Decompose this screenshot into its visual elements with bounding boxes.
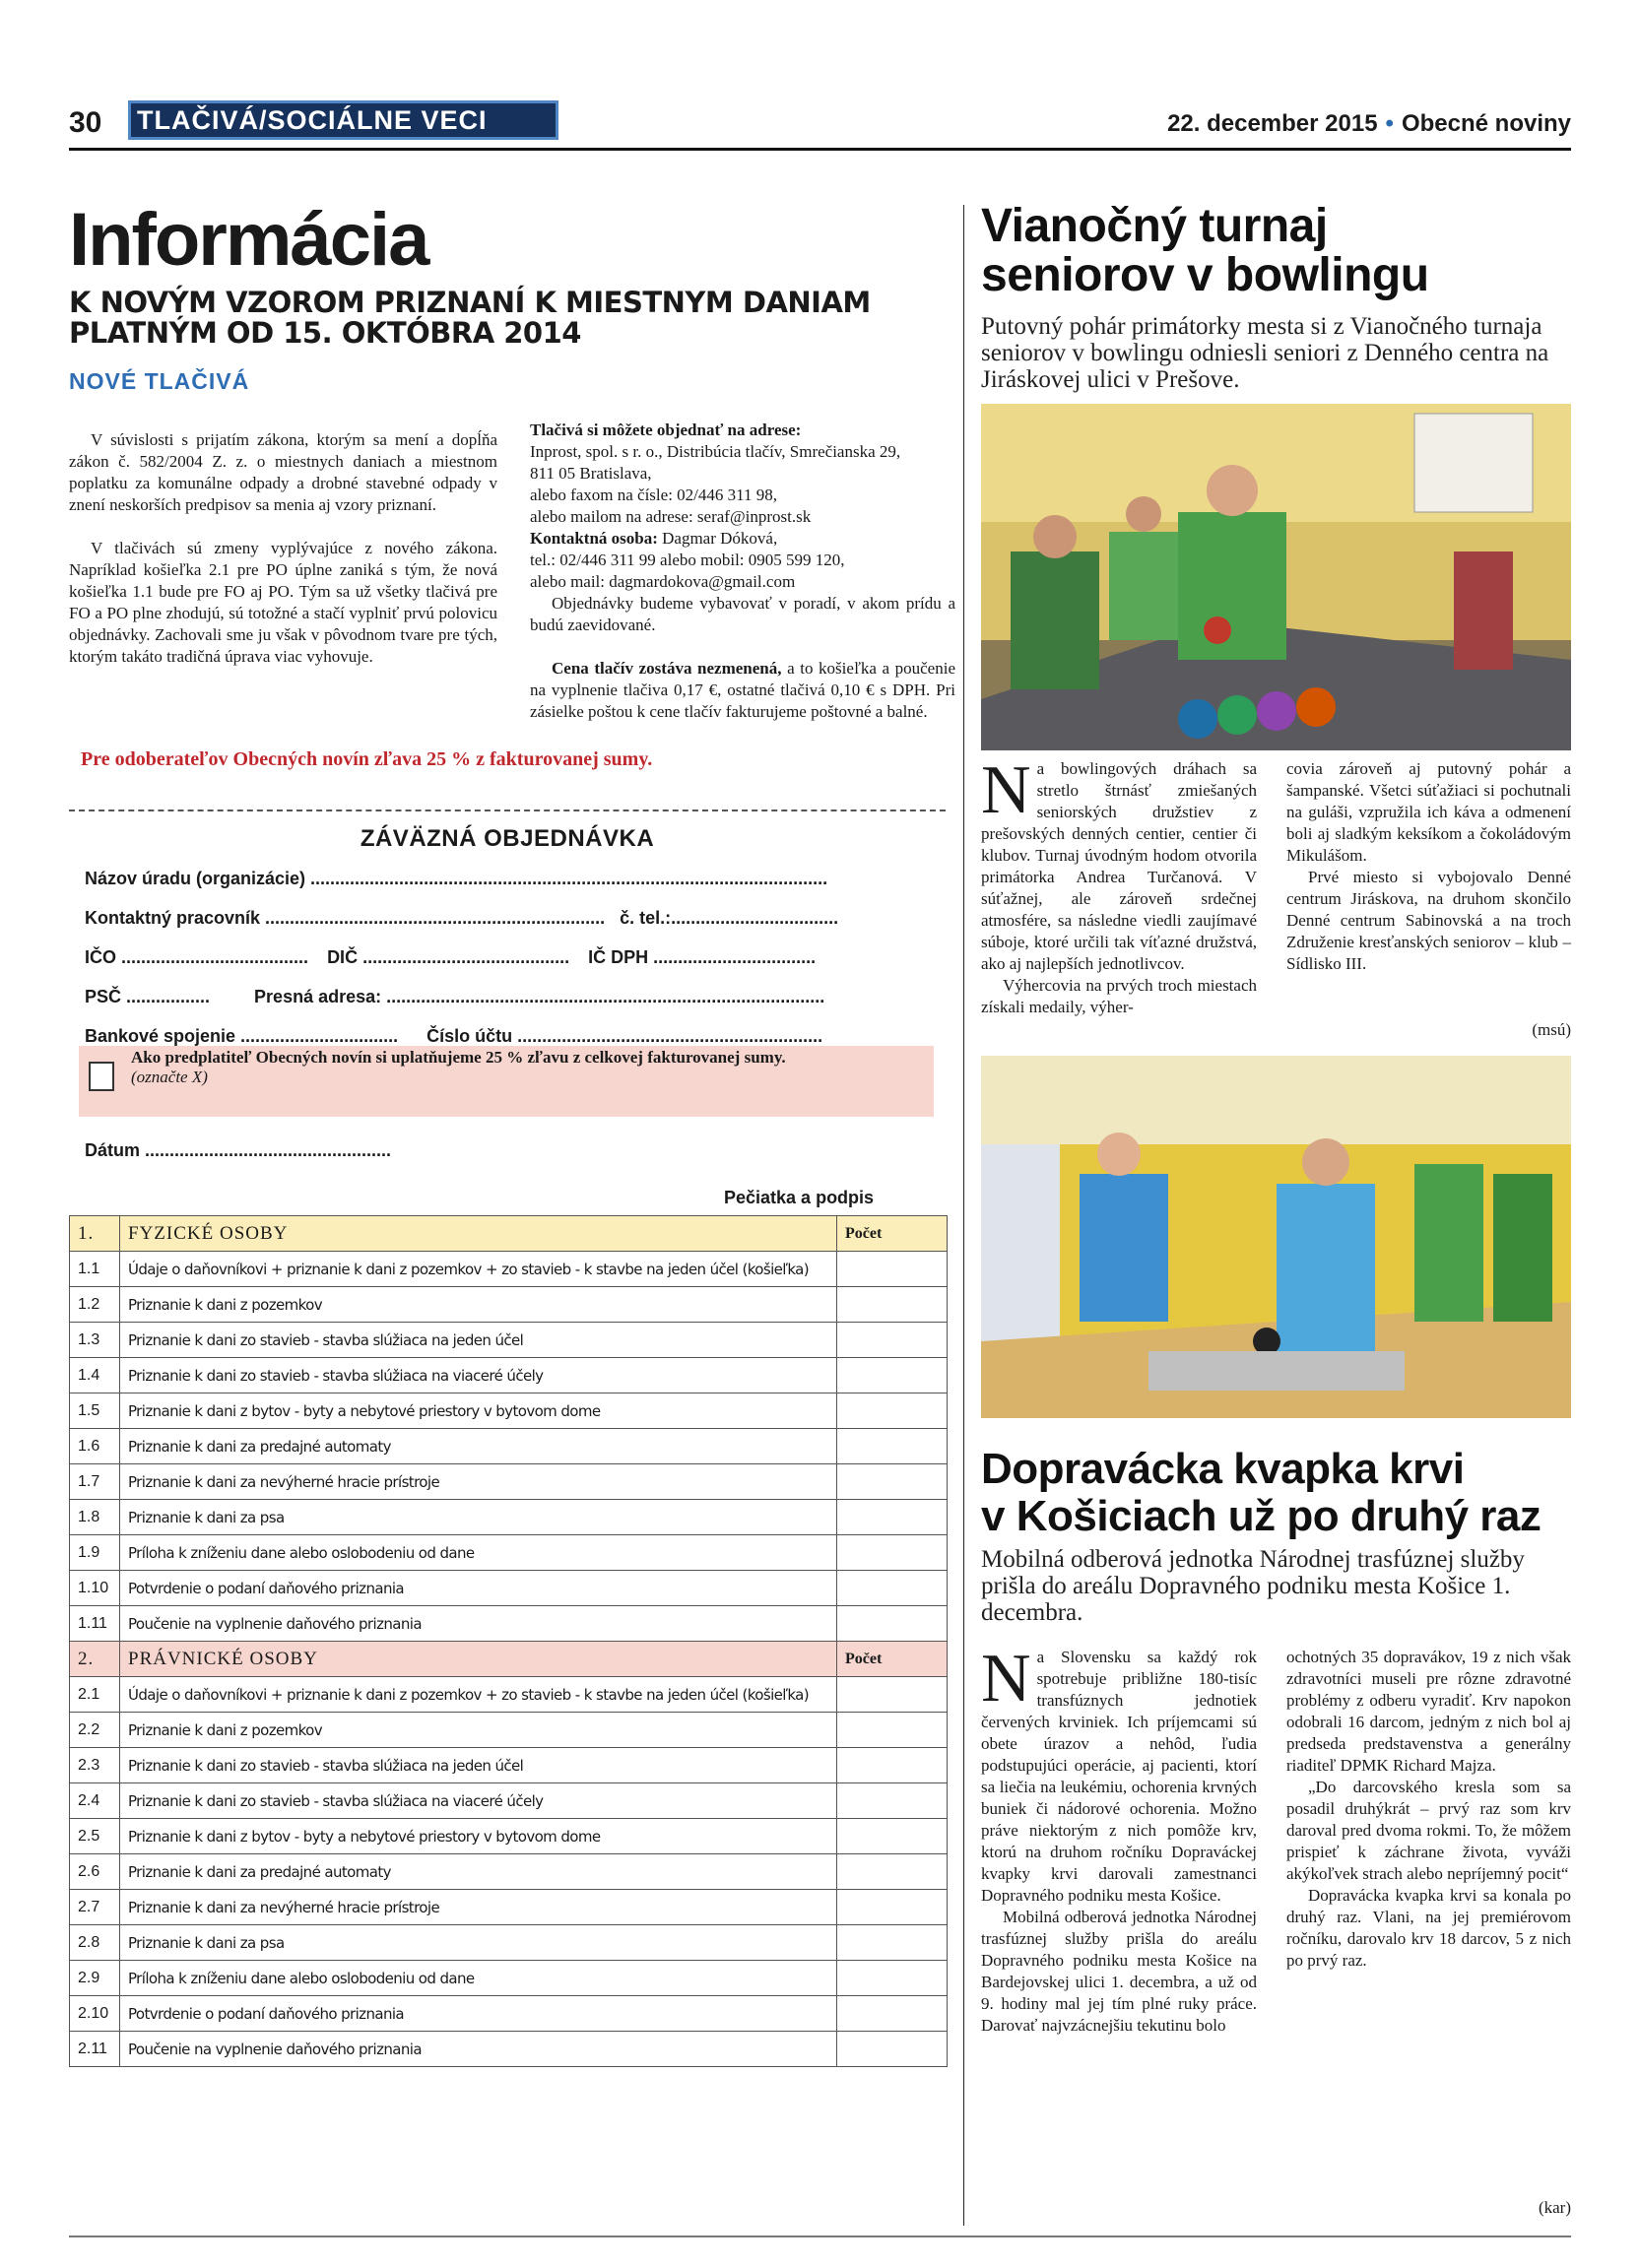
- row-description: Príloha k zníženiu dane alebo oslobodeniu od dane: [120, 1535, 837, 1571]
- issue-info: [1167, 110, 1571, 138]
- title-line: Vianočný turnaj: [981, 200, 1328, 252]
- table-section-header: [70, 1642, 948, 1677]
- row-number: 2.3: [70, 1748, 120, 1783]
- row-number: 2.10: [70, 1996, 120, 2032]
- price-bold: Cena tlačív zostáva nezmenená,: [552, 659, 782, 678]
- row-description: Údaje o daňovníkovi + priznanie k dani z pozemkov + zo stavieb - k stavbe na jeden účel (košieľka): [120, 1252, 837, 1287]
- separator-dot: •: [1385, 110, 1394, 137]
- row-number: 2.5: [70, 1819, 120, 1854]
- form-field-bank[interactable]: Bankové spojenie ................................: [85, 1026, 399, 1046]
- page-number: 30: [69, 106, 102, 139]
- row-number: 1.5: [70, 1393, 120, 1429]
- count-input[interactable]: [837, 1677, 948, 1713]
- order-note: Objednávky budeme vybavovať v poradí, v akom prídu a budú zaevidované.: [530, 594, 955, 634]
- table-row: [70, 1925, 948, 1961]
- row-number: 1.11: [70, 1606, 120, 1642]
- contact-person: [530, 528, 955, 550]
- form-row-address: [85, 987, 824, 1007]
- row-number: 1.4: [70, 1358, 120, 1393]
- row-description: Priznanie k dani z bytov - byty a nebytové priestory v bytovom dome: [120, 1393, 837, 1429]
- form-field-phone[interactable]: č. tel.:..................................: [620, 908, 839, 928]
- order-address-line: alebo mailom na adrese: seraf@inprost.sk: [530, 507, 812, 526]
- row-number: 1.2: [70, 1287, 120, 1323]
- table-row: [70, 1464, 948, 1500]
- row-number: 2.11: [70, 2032, 120, 2067]
- cut-line: [69, 810, 946, 811]
- author-signature: (kar): [1538, 2198, 1571, 2217]
- table-row: [70, 1783, 948, 1819]
- paragraph: V súvislosti s prijatím zákona, ktorým sa mení a dopĺňa zákon č. 582/2004 Z. z. o miestnych daniach a miestnom poplatku za komunálne odpady a drobné stavebné odpady v znení neskorších predpisov sa menia aj vzory priznaní.: [69, 430, 497, 514]
- count-input[interactable]: [837, 1996, 948, 2032]
- author-signature: (msú): [1532, 1020, 1571, 1039]
- row-number: 1.10: [70, 1571, 120, 1606]
- row-description: Priznanie k dani z bytov - byty a nebytové priestory v bytovom dome: [120, 1819, 837, 1854]
- row-description: Potvrdenie o podaní daňového priznania: [120, 1996, 837, 2032]
- article-subtitle: K NOVÝM VZOROM PRIZNANÍ K MIESTNYM DANIAM PLATNÝM OD 15. OKTÓBRA 2014: [69, 286, 871, 350]
- count-input[interactable]: [837, 1783, 948, 1819]
- count-input[interactable]: [837, 1535, 948, 1571]
- drop-cap: N: [981, 752, 1031, 828]
- bowling-photo: [981, 1056, 1571, 1418]
- row-description: Poučenie na vyplnenie daňového priznania: [120, 1606, 837, 1642]
- row-number: 2.4: [70, 1783, 120, 1819]
- order-address-line: 811 05 Bratislava,: [530, 464, 652, 483]
- table-row: [70, 1393, 948, 1429]
- form-row-contact: [85, 908, 838, 929]
- row-number: 1.9: [70, 1535, 120, 1571]
- table-row: [70, 1323, 948, 1358]
- count-input[interactable]: [837, 1713, 948, 1748]
- paragraph: Výhercovia na prvých troch miestach získali medaily, výher-: [981, 976, 1257, 1016]
- paragraph: Dopravácka kvapka krvi sa konala po druhý raz. Vlani, na jej premiérovom ročníku, darovalo krv 18 darcov, 5 z nich po prvý raz.: [1286, 1886, 1571, 1970]
- count-input[interactable]: [837, 1748, 948, 1783]
- count-input[interactable]: [837, 1464, 948, 1500]
- discount-check-label: Ako predplatiteľ Obecných novín si uplatňujeme 25 % zľavu z celkovej fakturovanej sumy.: [131, 1048, 786, 1067]
- row-description: Priznanie k dani za predajné automaty: [120, 1429, 837, 1464]
- article-body-column: [981, 752, 1257, 1018]
- form-field-organization[interactable]: Názov úradu (organizácie) .........................................................................................................: [85, 869, 828, 888]
- count-input[interactable]: [837, 1287, 948, 1323]
- price-rest: a to košieľka a poučenie na vyplnenie tlačiva 0,17 €, ostatné tlačivá 0,10 € s DPH. Pri zásielke poštou k cene tlačív fakturujeme poštovné a balné.: [530, 659, 955, 721]
- row-number: 2.2: [70, 1713, 120, 1748]
- row-description: Priznanie k dani za psa: [120, 1500, 837, 1535]
- contact-name: Dagmar Dóková,: [657, 529, 778, 548]
- count-header: Počet: [837, 1216, 948, 1252]
- row-description: Priznanie k dani za predajné automaty: [120, 1854, 837, 1890]
- count-input[interactable]: [837, 1358, 948, 1393]
- count-input[interactable]: [837, 1854, 948, 1890]
- count-input[interactable]: [837, 1500, 948, 1535]
- title-line: v Košiciach už po druhý raz: [981, 1492, 1542, 1540]
- table-row: [70, 1677, 948, 1713]
- price-note: [530, 658, 955, 723]
- row-description: Priznanie k dani za nevýherné hracie prístroje: [120, 1464, 837, 1500]
- table-row: [70, 1819, 948, 1854]
- article-lead: Putovný pohár primátorky mesta si z Vianočného turnaja seniorov v bowlingu odniesli seniori z Denného centra na Jiráskovej ulici v Prešove.: [981, 313, 1549, 393]
- row-description: Priznanie k dani zo stavieb - stavba slúžiaca na viaceré účely: [120, 1358, 837, 1393]
- table-row: [70, 1890, 948, 1925]
- paragraph: Prvé miesto si vybojovalo Denné centrum Jiráskova, na druhom skončilo Denné centrum Sabinovská a na troch Združenie kresťanských seniorov – klub – Sídlisko III.: [1286, 868, 1571, 973]
- row-description: Údaje o daňovníkovi + priznanie k dani z pozemkov + zo stavieb - k stavbe na jeden účel (košieľka): [120, 1677, 837, 1713]
- count-input[interactable]: [837, 1571, 948, 1606]
- contact-label: Kontaktná osoba:: [530, 529, 658, 548]
- drop-cap: N: [981, 1641, 1031, 1717]
- article-body-column: [1286, 1647, 1571, 1972]
- form-row-ids: [85, 947, 816, 968]
- paragraph: „Do darcovského kresla som sa posadil druhýkrát – prvý raz som krv daroval pred dvoma rokmi. To, že môžem prispieť k záchrane života, vyváži akýkoľvek strach alebo nepríjemný pocit“: [1286, 1778, 1571, 1883]
- row-description: Priznanie k dani z pozemkov: [120, 1287, 837, 1323]
- table-row: [70, 1252, 948, 1287]
- article-lead: Mobilná odberová jednotka Národnej trasfúznej služby prišla do areálu Dopravného podniku mesta Košice 1. decembra.: [981, 1546, 1525, 1626]
- count-input[interactable]: [837, 1925, 948, 1961]
- article-body-column: [1286, 758, 1571, 975]
- count-input[interactable]: [837, 1890, 948, 1925]
- column-divider: [963, 205, 964, 2226]
- order-form-title: ZÁVÄZNÁ OBJEDNÁVKA: [360, 825, 655, 852]
- paragraph: a bowlingových dráhach sa stretlo štrnásť zmiešaných seniorských družstiev z prešovských denných centier, centier či klubov. Turnaj úvodným hodom otvorila primátorka Andrea Turčanová. V súťažnej, ale zároveň srdečnej atmosfére, sa následne viedli zaujímavé súboje, ktoré určili tak víťazné družstvá, ako aj najlepších jednotlivcov.: [981, 759, 1257, 973]
- row-description: Poučenie na vyplnenie daňového priznania: [120, 2032, 837, 2067]
- table-row: [70, 1713, 948, 1748]
- count-input[interactable]: [837, 1252, 948, 1287]
- row-description: Priznanie k dani z pozemkov: [120, 1713, 837, 1748]
- row-number: 2.7: [70, 1890, 120, 1925]
- form-field-ic-dph[interactable]: IČ DPH .................................: [588, 947, 817, 967]
- order-table: [69, 1215, 948, 2067]
- section-number: 2.: [70, 1642, 120, 1677]
- section-title: FYZICKÉ OSOBY: [120, 1216, 837, 1252]
- article-title: [981, 1446, 1572, 1540]
- table-row: [70, 1358, 948, 1393]
- paragraph: a Slovensku sa každý rok spotrebuje približne 180-tisíc transfúznych jednotiek červených krviniek. Ich príjemcami sú obete úrazov a nehôd, ľudia podstupujúci operácie, aj pacienti, ktorí sa liečia na leukémiu, ochorenia krvných buniek či nádorové ochorenia. Možno práve niektorým z nich pomôže krv, ktorú na druhom ročníku Dopraváckej kvapky krvi darovali zamestnanci Dopravného podniku mesta Košice.: [981, 1648, 1257, 1905]
- article-title: Informácia: [69, 198, 428, 282]
- form-field-address[interactable]: Presná adresa: .........................................................................................: [254, 987, 825, 1006]
- paragraph: V tlačivách sú zmeny vyplývajúce z nového zákona. Napríklad košieľka 2.1 pre PO úplne zaniká s tým, že nová košieľka 1.1 bude pre FO aj PO. Tým sa už všetky tlačivá pre FO a PO plne zhodujú, sú totožné a stačí vyplniť prvú polovicu objednávky. Zachovali sme ju však v pôvodnom tvare pre tých, ktorým takáto tradičná úprava viac vyhovuje.: [69, 539, 497, 666]
- stamp-signature-label: Pečiatka a podpis: [724, 1188, 875, 1207]
- table-row: [70, 2032, 948, 2067]
- table-row: [70, 1854, 948, 1890]
- issue-date: 22. december 2015: [1167, 110, 1378, 137]
- form-field-ico[interactable]: IČO ......................................: [85, 947, 309, 967]
- row-number: 1.1: [70, 1252, 120, 1287]
- bowling-photo: [981, 404, 1571, 750]
- form-field-contact-person[interactable]: Kontaktný pracovník .....................................................................: [85, 908, 606, 928]
- table-row: [70, 1535, 948, 1571]
- subscriber-discount-text: [131, 1048, 919, 1087]
- count-input[interactable]: [837, 1606, 948, 1642]
- row-number: 1.3: [70, 1323, 120, 1358]
- row-number: 1.6: [70, 1429, 120, 1464]
- table-row: [70, 1606, 948, 1642]
- row-number: 1.8: [70, 1500, 120, 1535]
- count-input[interactable]: [837, 1393, 948, 1429]
- footer-rule: [69, 2236, 1571, 2237]
- row-number: 2.1: [70, 1677, 120, 1713]
- publication-name: Obecné noviny: [1401, 110, 1571, 137]
- row-number: 1.7: [70, 1464, 120, 1500]
- order-info-column: [530, 420, 955, 723]
- section-number: 1.: [70, 1216, 120, 1252]
- count-input[interactable]: [837, 2032, 948, 2067]
- form-field-date[interactable]: Dátum ..................................................: [85, 1140, 392, 1160]
- contact-line: tel.: 02/446 311 99 alebo mobil: 0905 599 120,: [530, 551, 845, 569]
- form-field-dic[interactable]: DIČ ..........................................: [327, 947, 570, 967]
- row-description: Príloha k zníženiu dane alebo oslobodeniu od dane: [120, 1961, 837, 1996]
- row-number: 2.9: [70, 1961, 120, 1996]
- subscriber-discount-checkbox[interactable]: [89, 1062, 114, 1091]
- paragraph: Mobilná odberová jednotka Národnej trasfúznej služby prišla do areálu Dopravného podniku mesta Košice na Bardejovskej ulici 1. decembra, a už od 9. hodiny mal jej tím plné ruky práce. Darovať najvzácnejšiu tekutinu bolo: [981, 1908, 1257, 2035]
- discount-check-hint: (označte X): [131, 1068, 208, 1086]
- order-address-line: Inprost, spol. s r. o., Distribúcia tlačív, Smrečianska 29,: [530, 442, 901, 461]
- row-description: Priznanie k dani zo stavieb - stavba slúžiaca na jeden účel: [120, 1323, 837, 1358]
- row-description: Potvrdenie o podaní daňového priznania: [120, 1571, 837, 1606]
- row-description: Priznanie k dani za nevýherné hracie prístroje: [120, 1890, 837, 1925]
- discount-note: Pre odoberateľov Obecných novín zľava 25 % z fakturovanej sumy.: [81, 748, 653, 770]
- order-address-line: alebo faxom na čísle: 02/446 311 98,: [530, 486, 778, 504]
- paragraph: covia zároveň aj putovný pohár a šampanské. Všetci súťažiaci si pochutnali na guláši, vzpružila ich káva a odmenení boli aj sladkým keksíkom a čokoládovým Mikulášom.: [1286, 759, 1571, 865]
- row-number: 2.6: [70, 1854, 120, 1890]
- table-row: [70, 1996, 948, 2032]
- form-row-bank: [85, 1026, 822, 1047]
- article-body-column: [69, 429, 497, 689]
- count-input[interactable]: [837, 1429, 948, 1464]
- table-row: [70, 1429, 948, 1464]
- table-row: [70, 1748, 948, 1783]
- section-title: PRÁVNICKÉ OSOBY: [120, 1642, 837, 1677]
- row-description: Priznanie k dani zo stavieb - stavba slúžiaca na viaceré účely: [120, 1783, 837, 1819]
- order-heading: Tlačivá si môžete objednať na adrese:: [530, 421, 802, 439]
- row-number: 2.8: [70, 1925, 120, 1961]
- row-description: Priznanie k dani zo stavieb - stavba slúžiaca na jeden účel: [120, 1748, 837, 1783]
- table-row: [70, 1500, 948, 1535]
- count-input[interactable]: [837, 1323, 948, 1358]
- row-description: Priznanie k dani za psa: [120, 1925, 837, 1961]
- count-input[interactable]: [837, 1819, 948, 1854]
- section-label: TLAČIVÁ/SOCIÁLNE VECI: [128, 100, 558, 140]
- table-section-header: [70, 1216, 948, 1252]
- contact-line: alebo mail: dagmardokova@gmail.com: [530, 572, 796, 591]
- form-field-psc[interactable]: PSČ .................: [85, 987, 211, 1006]
- count-input[interactable]: [837, 1961, 948, 1996]
- table-row: [70, 1961, 948, 1996]
- title-line: seniorov v bowlingu: [981, 249, 1429, 301]
- table-row: [70, 1571, 948, 1606]
- article-kicker: NOVÉ TLAČIVÁ: [69, 368, 250, 394]
- article-title: [981, 202, 1572, 300]
- form-field-account[interactable]: Číslo účtu ..............................................................: [426, 1026, 823, 1046]
- paragraph: ochotných 35 dopravákov, 19 z nich však zdravotníci museli pre rôzne zdravotné problémy z odberu vyradiť. Krv napokon odobrali 16 darcom, jedným z nich bol aj predseda predstavenstva a generálny riaditeľ DPMK Richard Majza.: [1286, 1648, 1571, 1775]
- table-row: [70, 1287, 948, 1323]
- header-rule: [69, 148, 1571, 151]
- count-header: Počet: [837, 1642, 948, 1677]
- article-body-column: [981, 1641, 1257, 2037]
- title-line: Dopravácka kvapka krvi: [981, 1445, 1465, 1493]
